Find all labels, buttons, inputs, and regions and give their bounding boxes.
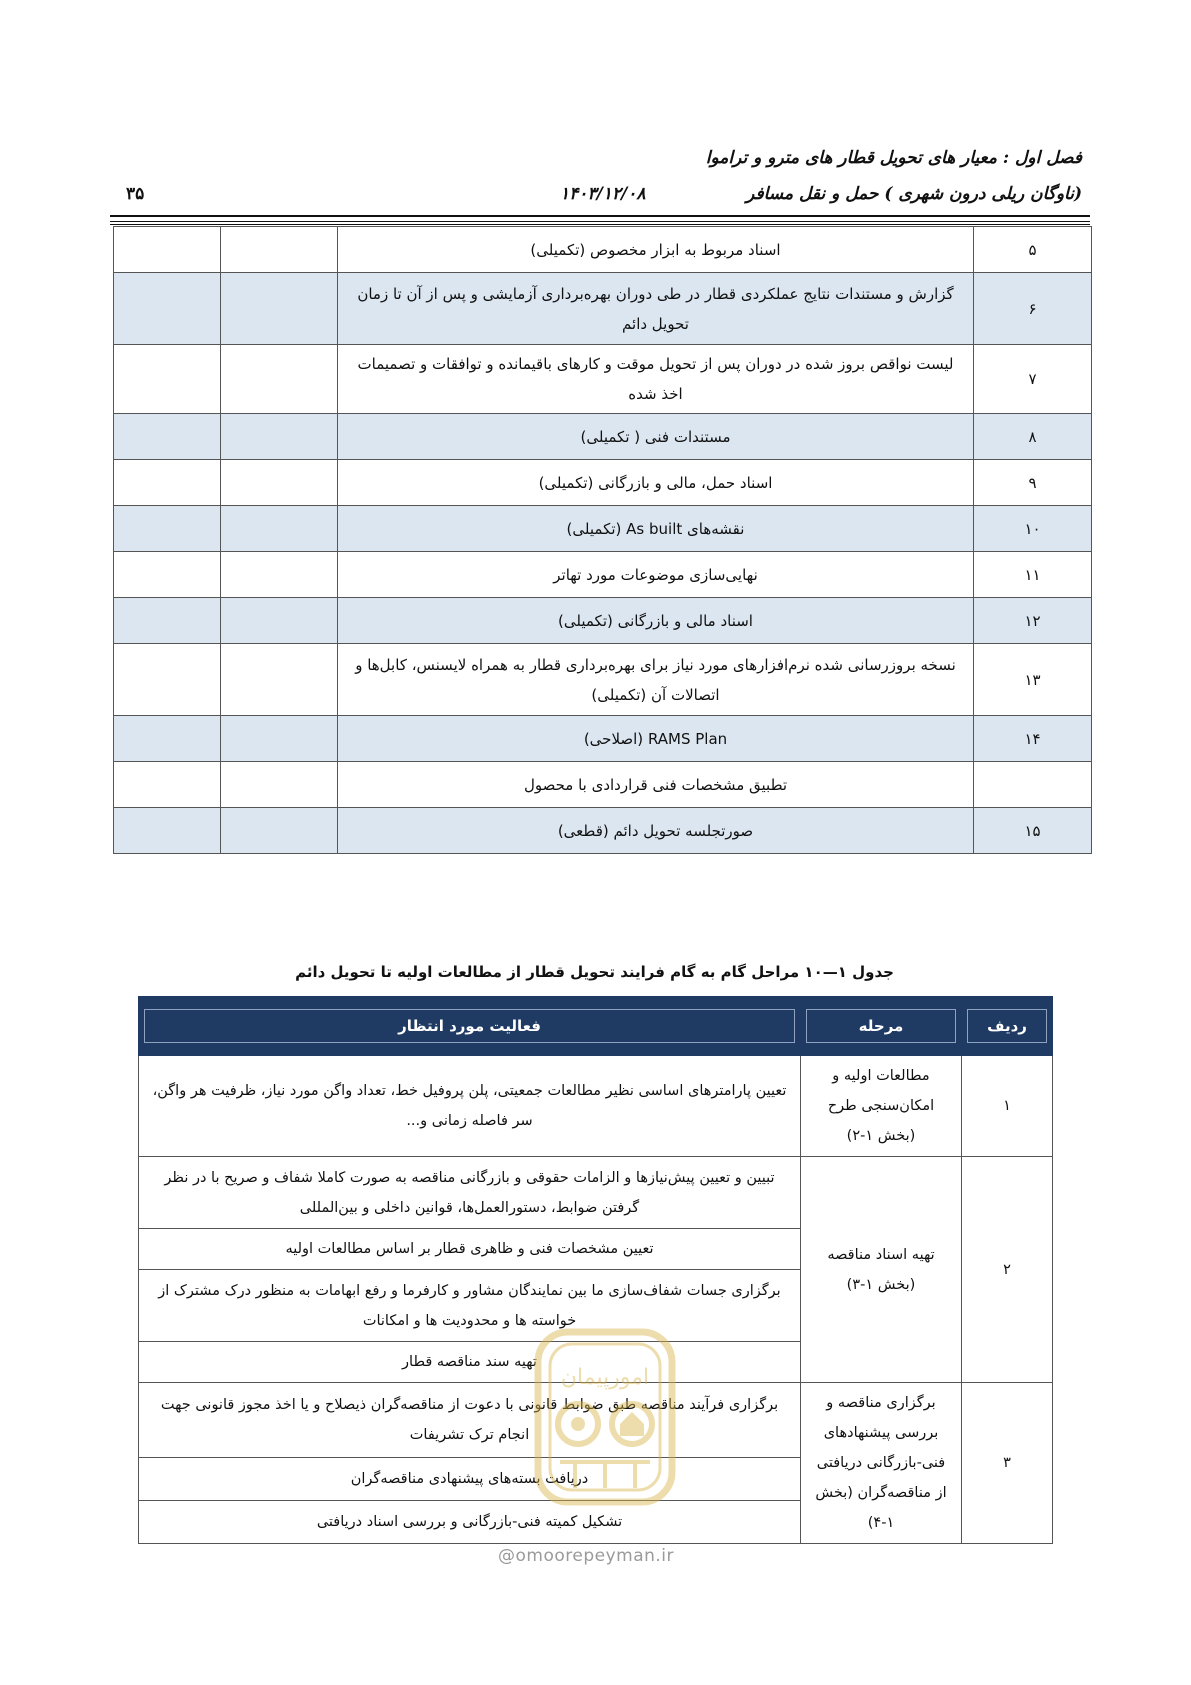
- row-description: اسناد حمل، مالی و بازرگانی (تکمیلی): [338, 460, 974, 506]
- row-number: [974, 762, 1092, 808]
- empty-cell: [114, 345, 221, 414]
- header-label-stage: مرحله: [806, 1009, 956, 1043]
- table-row: [114, 506, 1092, 552]
- step-stage: مطالعات اولیه و امکان‌سنجی طرح (بخش ۱-۲): [801, 1056, 962, 1157]
- step-activity: تهیه سند مناقصه قطار: [139, 1342, 801, 1383]
- table-row: [139, 1056, 1053, 1157]
- watermark-site: @omoorepeyman.ir: [498, 1546, 675, 1566]
- table-row: [114, 227, 1092, 273]
- empty-cell: [221, 644, 338, 716]
- step-activity: دریافت بسته‌های پیشنهادی مناقصه‌گران: [139, 1458, 801, 1501]
- header-rule-thick: [110, 215, 1090, 217]
- row-description: اسناد مربوط به ابزار مخصوص (تکمیلی): [338, 227, 974, 273]
- empty-cell: [221, 460, 338, 506]
- empty-cell: [221, 808, 338, 854]
- header-label-row: ردیف: [967, 1009, 1047, 1043]
- empty-cell: [221, 227, 338, 273]
- header-rule-thin-2: [110, 224, 1090, 225]
- step-number: ۱: [962, 1056, 1053, 1157]
- deliverables-table: [113, 226, 1092, 854]
- table-row: [114, 716, 1092, 762]
- empty-cell: [114, 460, 221, 506]
- empty-cell: [114, 644, 221, 716]
- empty-cell: [114, 716, 221, 762]
- row-number: ۱۱: [974, 552, 1092, 598]
- table-row: [114, 273, 1092, 345]
- step-number: ۲: [962, 1157, 1053, 1383]
- row-number: ۱۳: [974, 644, 1092, 716]
- row-description: صورتجلسه تحویل دائم (قطعی): [338, 808, 974, 854]
- header-label-activity: فعالیت مورد انتظار: [144, 1009, 795, 1043]
- table-row: [114, 414, 1092, 460]
- document-date: ۱۴۰۳/۱۲/۰۸: [560, 184, 646, 204]
- row-description: RAMS Plan (اصلاحی): [338, 716, 974, 762]
- empty-cell: [114, 762, 221, 808]
- table-row: [114, 460, 1092, 506]
- row-description: نقشه‌های As built (تکمیلی): [338, 506, 974, 552]
- step-activity: تعیین مشخصات فنی و ظاهری قطار بر اساس مطالعات اولیه: [139, 1229, 801, 1270]
- empty-cell: [221, 598, 338, 644]
- step-stage: برگزاری مناقصه و بررسی پیشنهادهای فنی-بازرگانی دریافتی از مناقصه‌گران (بخش ۱-۴): [801, 1383, 962, 1544]
- page-header: [110, 148, 1092, 230]
- step-activity: تشکیل کمیته فنی-بازرگانی و بررسی اسناد دریافتی: [139, 1501, 801, 1544]
- chapter-title: فصل اول : معیار های تحویل قطار های مترو و تراموا: [705, 148, 1082, 168]
- row-number: ۱۴: [974, 716, 1092, 762]
- step-activity: تبیین و تعیین پیش‌نیازها و الزامات حقوقی و بازرگانی مناقصه به صورت کاملا شفاف و صریح با در نظر گرفتن ضوابط، دستورالعمل‌ها، قوانین داخلی و بین‌المللی: [139, 1157, 801, 1229]
- empty-cell: [221, 414, 338, 460]
- empty-cell: [114, 598, 221, 644]
- column-header-activity: [139, 997, 801, 1056]
- row-number: ۵: [974, 227, 1092, 273]
- empty-cell: [221, 762, 338, 808]
- empty-cell: [114, 552, 221, 598]
- table-row: [114, 598, 1092, 644]
- step-activity: برگزاری فرآیند مناقصه طبق ضوابط قانونی با دعوت از مناقصه‌گران ذیصلاح و یا اخذ مجوز قانونی جهت انجام ترک تشریفات: [139, 1383, 801, 1458]
- step-activity: برگزاری جسات شفاف‌سازی ما بین نمایندگان مشاور و کارفرما و رفع ابهامات به منظور درک مشترک از خواسته ها و محدودیت ها و امکانات: [139, 1270, 801, 1342]
- table-row: [114, 762, 1092, 808]
- watermark-logo-icon: [520, 1312, 690, 1522]
- empty-cell: [114, 273, 221, 345]
- page-number: ۳۵: [126, 184, 145, 204]
- row-description: لیست نواقص بروز شده در دوران پس از تحویل موقت و کارهای باقیمانده و توافقات و تصمیمات اخذ شده: [338, 345, 974, 414]
- table-row: [114, 808, 1092, 854]
- row-description: تطبیق مشخصات فنی قراردادی با محصول: [338, 762, 974, 808]
- chapter-subtitle: (ناوگان ریلی درون شهری ) حمل و نقل مسافر: [746, 184, 1082, 204]
- row-description: نهایی‌سازی موضوعات مورد تهاتر: [338, 552, 974, 598]
- row-number: ۱۵: [974, 808, 1092, 854]
- row-description: اسناد مالی و بازرگانی (تکمیلی): [338, 598, 974, 644]
- empty-cell: [221, 716, 338, 762]
- column-header-stage: [801, 997, 962, 1056]
- table-header-row: [139, 997, 1053, 1056]
- empty-cell: [221, 552, 338, 598]
- table-row: [114, 552, 1092, 598]
- row-number: ۱۰: [974, 506, 1092, 552]
- row-number: ۶: [974, 273, 1092, 345]
- empty-cell: [221, 273, 338, 345]
- row-description: مستندات فنی ( تکمیلی): [338, 414, 974, 460]
- row-number: ۸: [974, 414, 1092, 460]
- column-header-row: [962, 997, 1053, 1056]
- step-activity: تعیین پارامترهای اساسی نظیر مطالعات جمعیتی، پلن پروفیل خط، تعداد واگن مورد نیاز، ظرفیت هر واگن، سر فاصله زمانی و...: [139, 1056, 801, 1157]
- empty-cell: [114, 506, 221, 552]
- row-number: ۱۲: [974, 598, 1092, 644]
- empty-cell: [221, 345, 338, 414]
- row-number: ۹: [974, 460, 1092, 506]
- watermark-logo-text: امورپیمان: [560, 1365, 650, 1390]
- empty-cell: [221, 506, 338, 552]
- row-description: گزارش و مستندات نتایج عملکردی قطار در طی دوران بهره‌برداری آزمایشی و پس از آن تا زمان تحویل دائم: [338, 273, 974, 345]
- empty-cell: [114, 414, 221, 460]
- table-row: [114, 345, 1092, 414]
- table-row: [114, 644, 1092, 716]
- row-description: نسخه بروزرسانی شده نرم‌افزارهای مورد نیاز برای بهره‌برداری قطار به همراه لایسنس، کابل‌ها و اتصالات آن (تکمیلی): [338, 644, 974, 716]
- table-row: [139, 1157, 1053, 1229]
- table-caption: جدول ۱—۱۰ مراحل گام به گام فرایند تحویل قطار از مطالعات اولیه تا تحویل دائم: [295, 963, 894, 981]
- row-number: ۷: [974, 345, 1092, 414]
- step-stage: تهیه اسناد مناقصه (بخش ۱-۳): [801, 1157, 962, 1383]
- empty-cell: [114, 227, 221, 273]
- header-rule-thin: [110, 221, 1090, 222]
- empty-cell: [114, 808, 221, 854]
- step-number: ۳: [962, 1383, 1053, 1544]
